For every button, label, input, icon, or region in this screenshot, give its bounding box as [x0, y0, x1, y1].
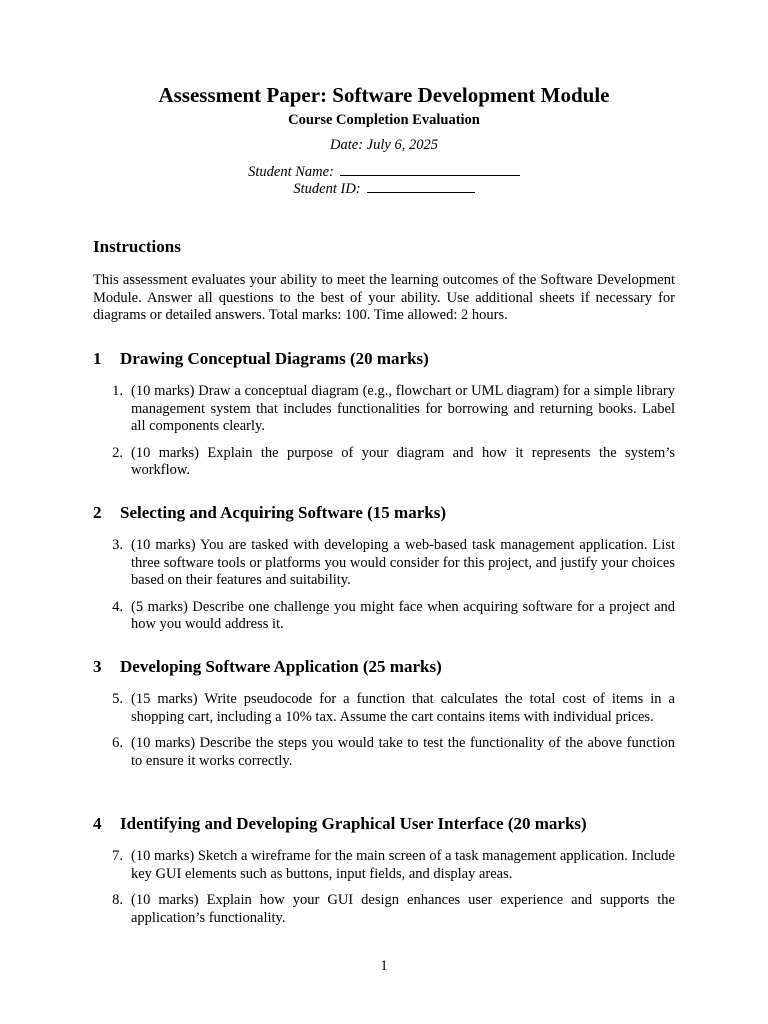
- question-item: [93, 892, 675, 927]
- question-text: (10 marks) Explain the purpose of your diagram and how it represents the system’s workflow.: [131, 444, 675, 478]
- section-number: 4: [93, 814, 102, 833]
- student-name-label: Student Name:: [248, 164, 334, 180]
- question-text: (10 marks) Explain how your GUI design enhances user experience and supports the application’s functionality.: [131, 892, 675, 926]
- question-text: (10 marks) Sketch a wireframe for the main screen of a task management application. Include key GUI elements such as buttons, input fields, and display areas.: [131, 848, 675, 882]
- question-number: 1.: [112, 383, 123, 399]
- question-number: 6.: [112, 735, 123, 751]
- question-text: (15 marks) Write pseudocode for a function that calculates the total cost of items in a shopping cart, including a 10% tax. Assume the cart contains items with individual prices.: [131, 691, 675, 725]
- student-name-blank: [340, 162, 520, 176]
- student-id-label: Student ID:: [293, 181, 361, 197]
- section-3: [93, 657, 675, 779]
- document-page: [93, 0, 675, 1024]
- question-item: [93, 383, 675, 436]
- question-item: [93, 599, 675, 634]
- question-list: [93, 691, 675, 770]
- section-heading: [93, 349, 675, 369]
- page-number: 1: [380, 958, 388, 974]
- question-number: 8.: [112, 892, 123, 908]
- page-subtitle: Course Completion Evaluation: [288, 112, 480, 128]
- section-4: [93, 814, 675, 936]
- question-number: 3.: [112, 537, 123, 553]
- question-list: [93, 848, 675, 927]
- question-item: [93, 735, 675, 770]
- section-number: 1: [93, 349, 102, 368]
- student-id-row: [93, 179, 675, 198]
- question-text: (10 marks) You are tasked with developing a web-based task management application. List three software tools or platforms you would consider for this project, and justify your choices based on their features and suitability.: [131, 537, 675, 588]
- question-list: [93, 383, 675, 480]
- question-number: 7.: [112, 848, 123, 864]
- question-item: [93, 537, 675, 590]
- section-heading: [93, 503, 675, 523]
- question-item: [93, 691, 675, 726]
- section-heading: [93, 814, 675, 834]
- section-number: 2: [93, 503, 102, 522]
- question-item: [93, 848, 675, 883]
- question-text: (5 marks) Describe one challenge you might face when acquiring software for a project and how you would address it.: [131, 598, 675, 632]
- student-id-blank: [367, 179, 475, 193]
- section-title: Selecting and Acquiring Software (15 marks): [120, 503, 446, 522]
- section-title: Identifying and Developing Graphical User Interface (20 marks): [120, 814, 587, 833]
- section-title: Developing Software Application (25 marks): [120, 657, 442, 676]
- question-item: [93, 445, 675, 480]
- question-number: 2.: [112, 444, 123, 461]
- page-title: Assessment Paper: Software Development Module: [158, 83, 610, 107]
- exam-date: Date: July 6, 2025: [330, 137, 438, 153]
- instructions-text: This assessment evaluates your ability to meet the learning outcomes of the Software Development Module. Answer all questions to the best of your ability. Use additional sheets if necessary for diagrams or detailed answers. Total marks: 100. Time allowed: 2 hours.: [93, 272, 675, 323]
- section-2: [93, 503, 675, 643]
- question-text: (10 marks) Describe the steps you would take to test the functionality of the above function to ensure it works correctly.: [131, 735, 675, 769]
- question-text: (10 marks) Draw a conceptual diagram (e.g., flowchart or UML diagram) for a simple library management system that includes functionalities for borrowing and returning books. Label all components clearly.: [131, 383, 675, 434]
- question-number: 4.: [112, 598, 123, 615]
- section-number: 3: [93, 657, 102, 676]
- section-heading: [93, 657, 675, 677]
- section-1: [93, 349, 675, 489]
- instructions-heading: Instructions: [93, 237, 181, 256]
- question-number: 5.: [112, 691, 123, 707]
- section-title: Drawing Conceptual Diagrams (20 marks): [120, 349, 429, 368]
- question-list: [93, 537, 675, 634]
